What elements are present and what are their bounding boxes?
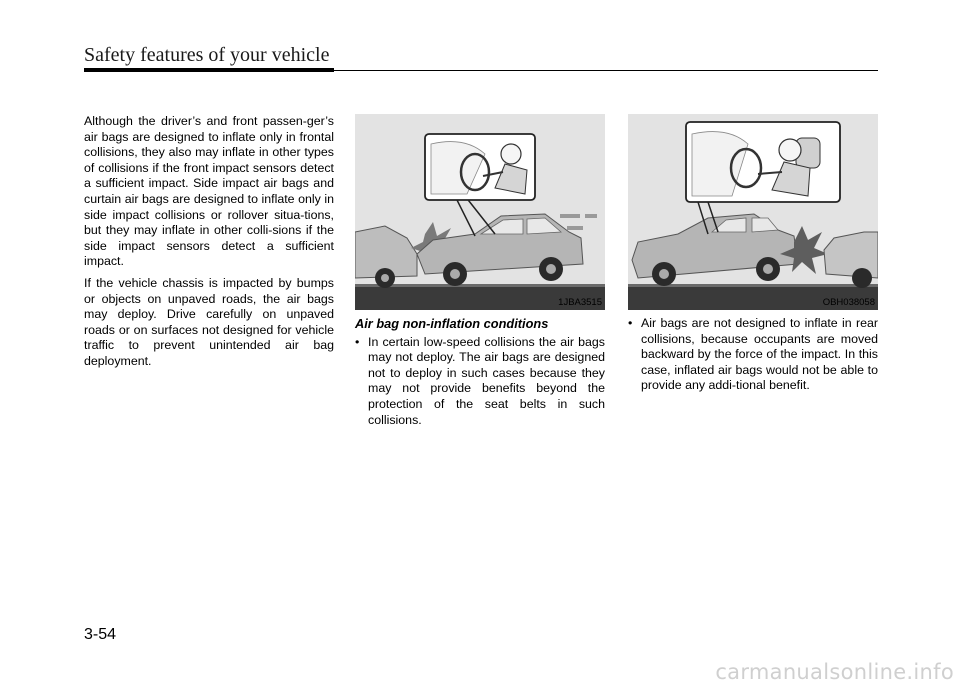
column-left <box>84 114 334 376</box>
column-right <box>628 316 878 394</box>
header-rule-thin <box>84 70 878 71</box>
page-number: 3-54 <box>84 626 117 643</box>
rear-collision-illustration-icon <box>628 114 878 310</box>
figure-code: OBH038058 <box>822 297 875 308</box>
page-header-title: Safety features of your vehicle <box>84 44 330 66</box>
list-item <box>628 316 878 394</box>
list-item <box>355 335 605 429</box>
bullet-rear-collision: Air bags are not designed to inflate in rear collisions, because occupants are moved backward by the force of the impact. In this case, inflated air bags would not be able to provide any addi-tional benefit. <box>641 316 878 393</box>
figure-code: 1JBA3515 <box>558 297 602 308</box>
bullet-low-speed: In certain low-speed collisions the air bags may not deploy. The air bags are designed not to deploy in such cases because they may not provide benefits beyond the protection of the seat belts in such collisions. <box>368 334 605 427</box>
bullet-mark: • <box>355 334 360 349</box>
subheading-non-inflation: Air bag non-inflation conditions <box>355 316 549 331</box>
bullet-mark: • <box>628 316 633 330</box>
frontal-collision-illustration-icon <box>355 114 605 310</box>
paragraph-unpaved-roads: If the vehicle chassis is impacted by bumps or objects on unpaved roads, the air bags may deploy. Drive carefully on unpaved roads or on surfaces not designed for vehicle traffic to prevent unintended air bag deployment. <box>84 275 334 368</box>
column-middle <box>355 316 605 428</box>
paragraph-frontal-sensors: Although the driver’s and front passen-ger’s air bags are designed to inflate only in frontal collisions, they also may inflate in other types of collisions if the front impact sensors detect a sufficient impact. Side impact air bags and curtain air bags are designed to inflate only in side impact collisions or rollover situa-tions, but they may inflate in other colli-sions if the side impact sensors detect a sufficient impact. <box>84 114 334 269</box>
watermark: carmanualsonline.info <box>715 660 954 684</box>
figure-rear-collision <box>628 114 878 310</box>
figure-frontal-collision <box>355 114 605 310</box>
